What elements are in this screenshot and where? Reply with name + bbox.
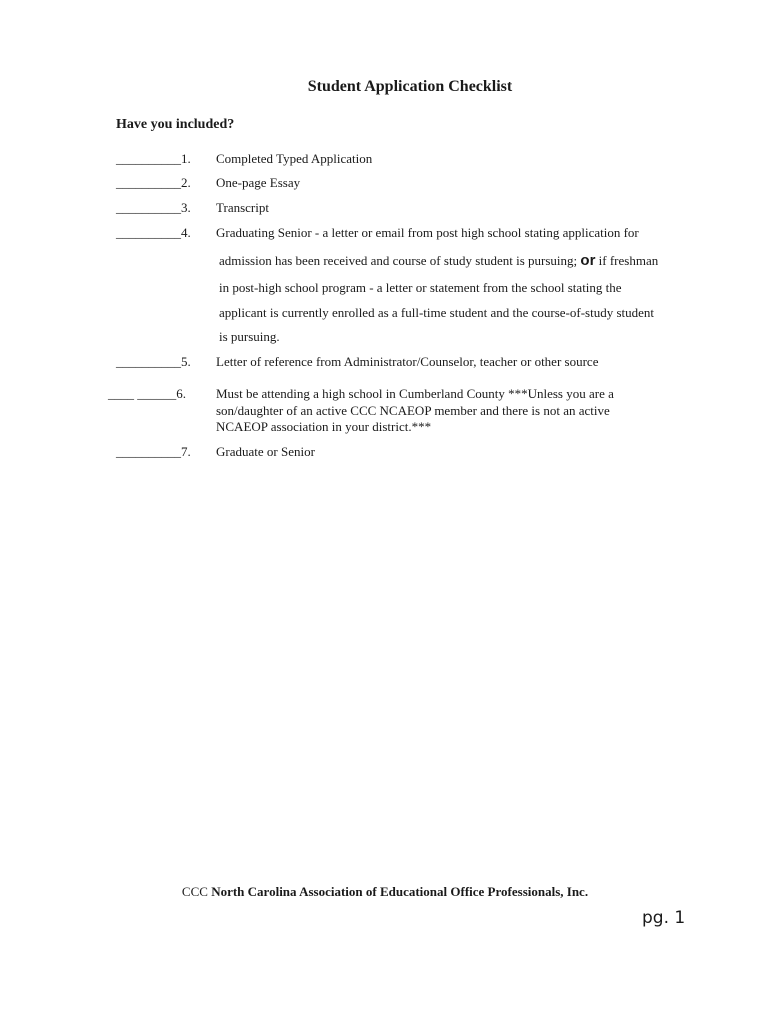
item-2-text: One-page Essay — [216, 175, 301, 190]
item-4-line-4: applicant is currently enrolled as a full-time student and the course-of-study student — [219, 305, 655, 320]
page-footer — [0, 884, 770, 900]
item-4-line-1: Graduating Senior - a letter or email from post high school stating application for — [216, 225, 639, 240]
item-4-line-2-text: admission has been received and course of study student is pursuing; — [219, 253, 581, 268]
footer-organization: North Carolina Association of Educational Office Professionals, Inc. — [211, 884, 589, 899]
item-2-blank: __________2. — [116, 175, 191, 190]
item-6-line-2: son/daughter of an active CCC NCAEOP member and there is not an active — [216, 403, 610, 418]
item-6-line-3: NCAEOP association in your district.*** — [216, 419, 432, 434]
item-3-blank: __________3. — [116, 200, 191, 215]
item-5-text: Letter of reference from Administrator/Counselor, teacher or other source — [216, 354, 599, 369]
item-4-line-3: in post-high school program - a letter or statement from the school stating the — [219, 280, 622, 295]
or-emphasis: or — [580, 252, 596, 269]
page-number: pg. 1 — [642, 908, 686, 928]
item-6-blank: ____ ______6. — [108, 386, 186, 401]
item-7-blank: __________7. — [116, 444, 191, 459]
item-7-text: Graduate or Senior — [216, 444, 315, 459]
item-3-text: Transcript — [216, 200, 269, 215]
item-4-line-2 — [219, 253, 658, 269]
item-4-line-5: is pursuing. — [219, 329, 280, 344]
item-4-line-2-tail: if freshman — [595, 253, 659, 268]
item-6-line-1: Must be attending a high school in Cumberland County ***Unless you are a — [216, 386, 614, 401]
footer-prefix: CCC — [181, 884, 212, 899]
page-title: Student Application Checklist — [307, 78, 513, 95]
item-4-blank: __________4. — [116, 225, 191, 240]
item-1-text: Completed Typed Application — [216, 151, 373, 166]
item-5-blank: __________5. — [116, 354, 191, 369]
checklist-subheading: Have you included? — [116, 117, 235, 132]
item-1-blank: __________1. — [116, 151, 191, 166]
